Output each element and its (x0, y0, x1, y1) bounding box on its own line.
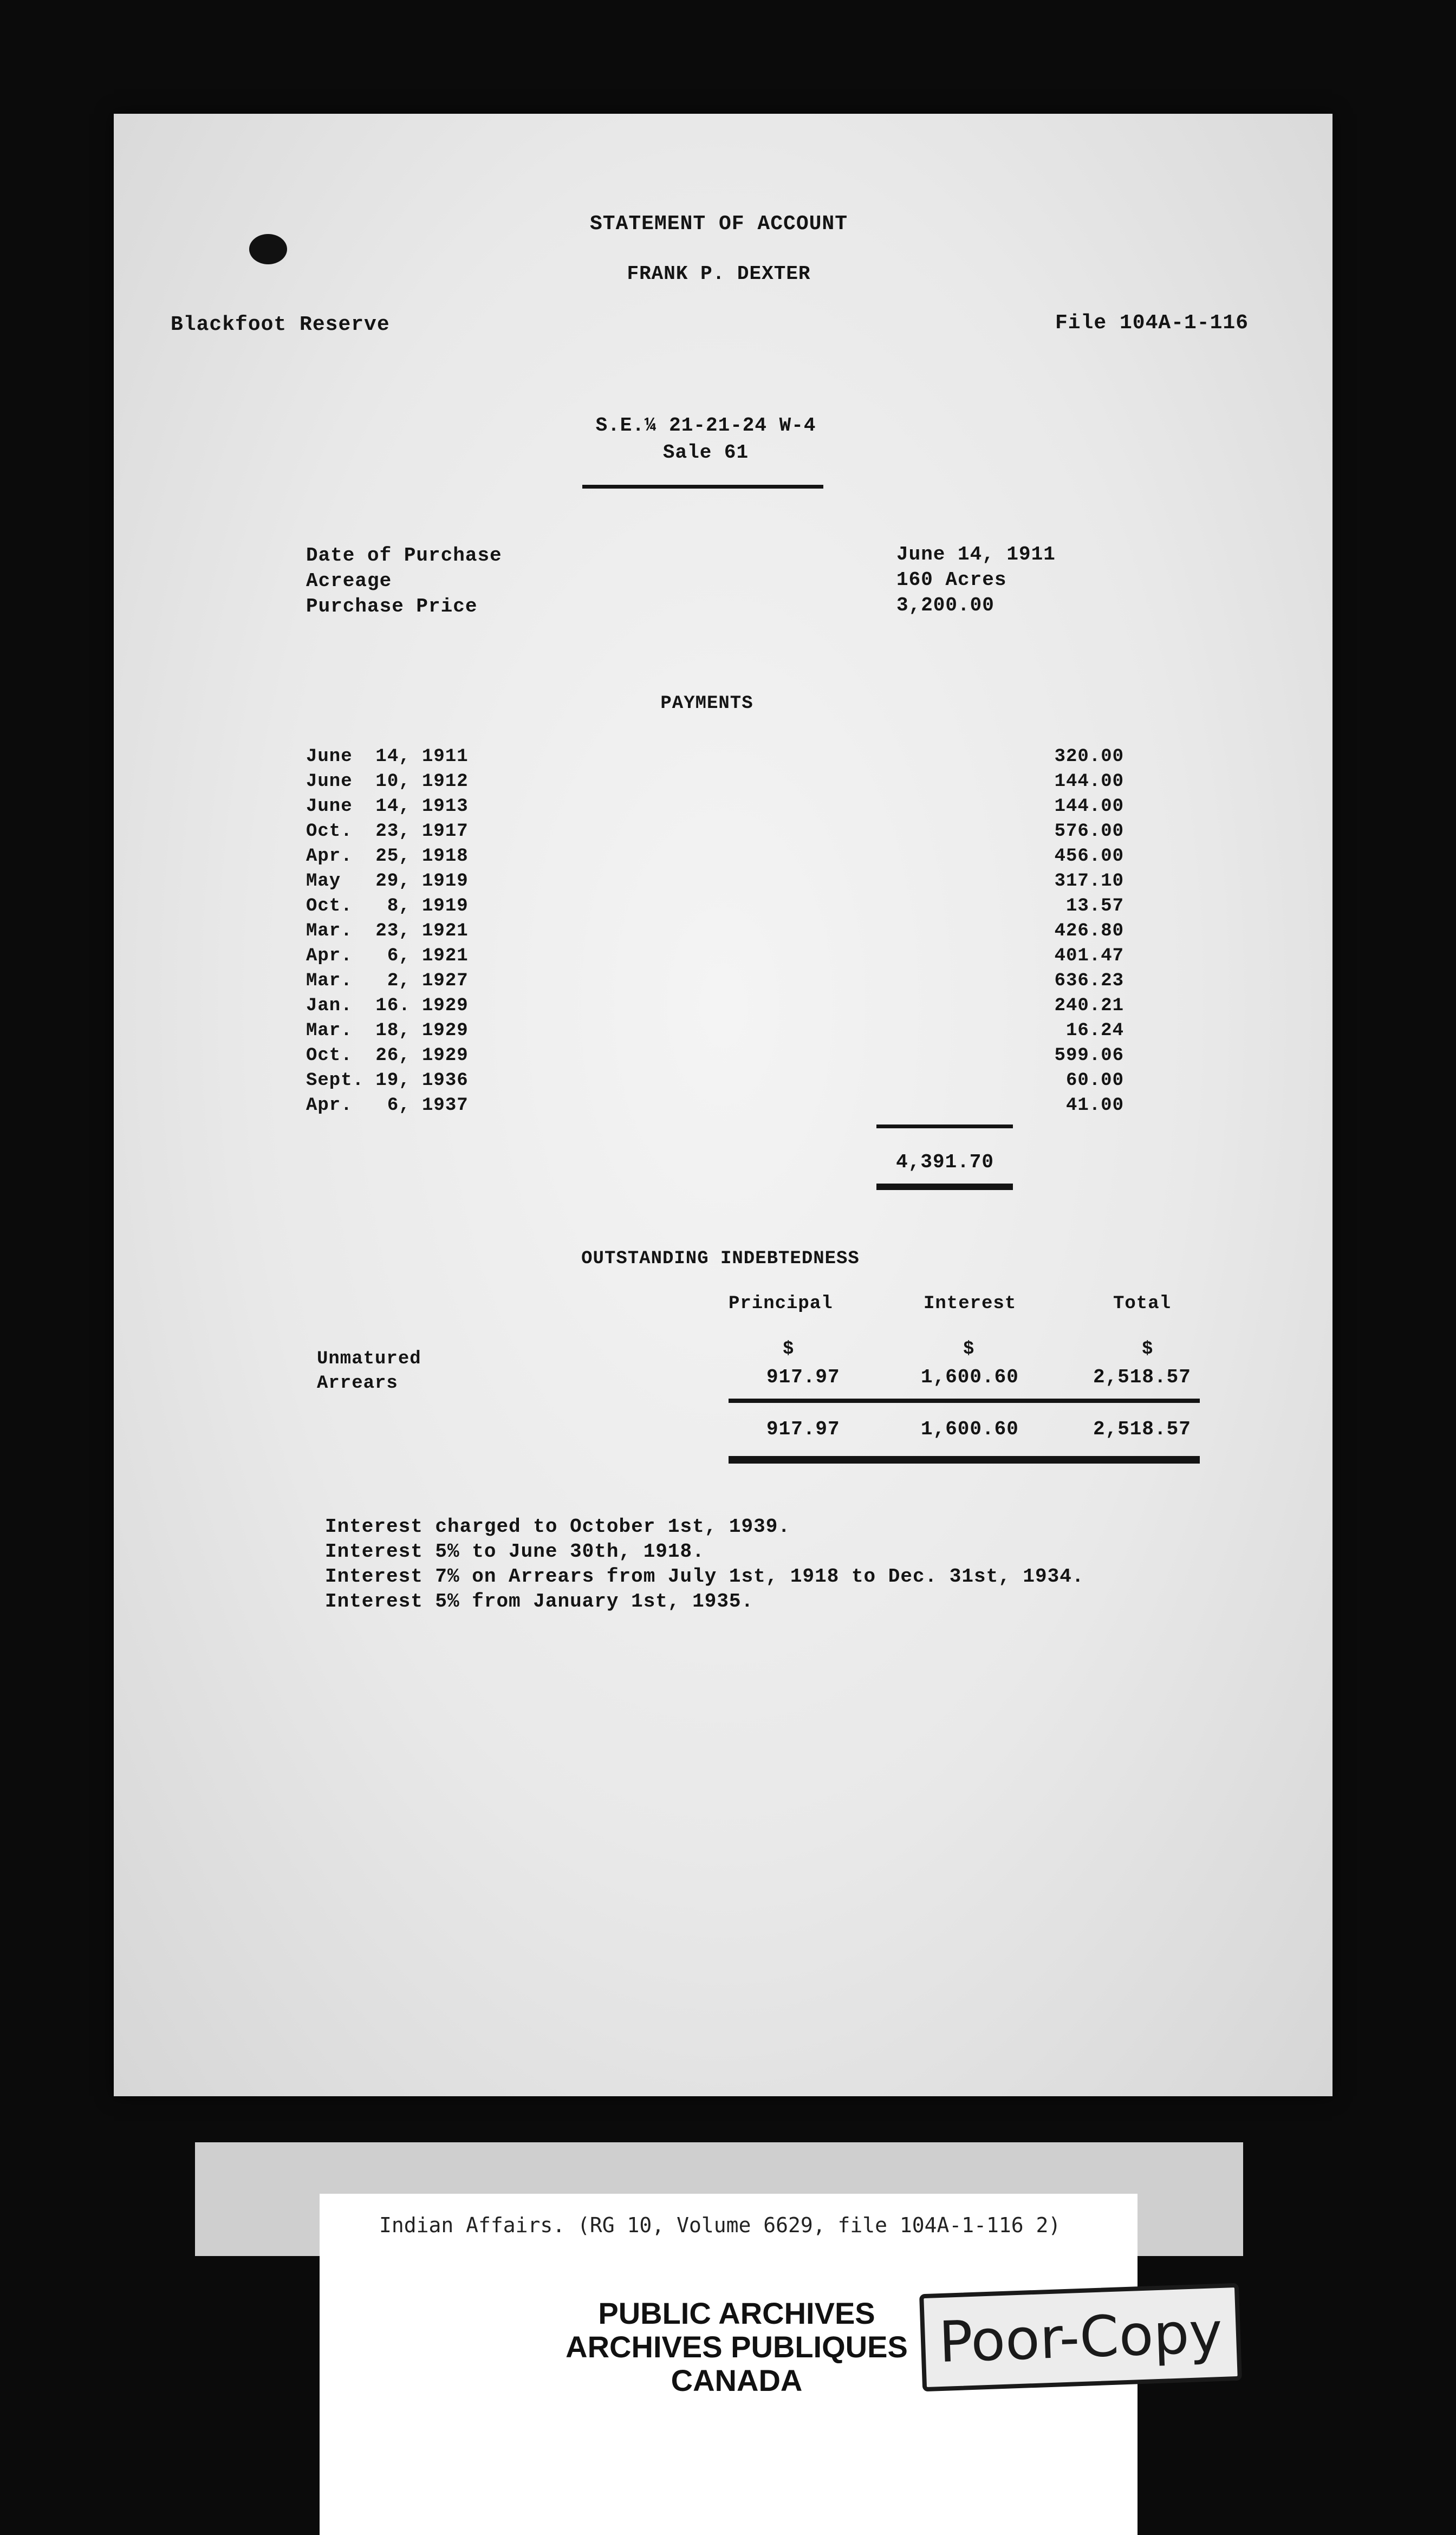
payment-date: Apr. 6, 1921 (306, 946, 469, 966)
purchase-price-label: Purchase Price (306, 595, 478, 618)
archive-citation: Indian Affairs. (RG 10, Volume 6629, file 104A-1-116 2) (320, 2199, 1089, 2251)
ink-blot (249, 234, 287, 264)
acreage-value: 160 Acres (896, 569, 1007, 591)
payment-row (114, 1095, 1332, 1120)
payment-amount: 240.21 (1054, 996, 1124, 1016)
payment-row (114, 946, 1332, 971)
total-header: Total (1113, 1294, 1172, 1314)
unmatured-label: Unmatured (317, 1349, 421, 1369)
payment-amount: 41.00 (1065, 1095, 1124, 1116)
principal-arrears-value: 917.97 (766, 1366, 840, 1388)
total-arrears-value: 2,518.57 (1093, 1366, 1191, 1388)
principal-dollar-sign: $ (783, 1339, 795, 1360)
interest-note: Interest 5% from January 1st, 1935. (325, 1590, 754, 1613)
total-dollar-sign: $ (1142, 1339, 1154, 1360)
total-sum-value: 2,518.57 (1093, 1418, 1191, 1440)
archives-logo-text (531, 2297, 942, 2397)
payment-row (114, 1045, 1332, 1070)
purchase-date-value: June 14, 1911 (896, 543, 1056, 566)
account-holder-name: FRANK P. DEXTER (627, 263, 811, 285)
indebtedness-total-double-rule (729, 1456, 1200, 1464)
interest-note: Interest 7% on Arrears from July 1st, 1918 to Dec. 31st, 1934. (325, 1565, 1084, 1588)
statement-title: STATEMENT OF ACCOUNT (589, 212, 848, 236)
archives-french: ARCHIVES PUBLIQUES (566, 2330, 908, 2364)
payment-row (114, 971, 1332, 996)
payment-date: Oct. 23, 1917 (306, 821, 469, 842)
purchase-date-label: Date of Purchase (306, 544, 502, 567)
payment-date: June 14, 1911 (306, 746, 469, 767)
payment-row (114, 896, 1332, 921)
payment-amount: 401.47 (1054, 946, 1124, 966)
payment-date: Apr. 6, 1937 (306, 1095, 469, 1116)
payment-row (114, 996, 1332, 1020)
payment-row (114, 771, 1332, 796)
payment-row (114, 746, 1332, 771)
payments-heading: PAYMENTS (660, 693, 753, 714)
interest-header: Interest (924, 1294, 1017, 1314)
payment-row (114, 1070, 1332, 1095)
interest-dollar-sign: $ (963, 1339, 975, 1360)
land-underline (582, 485, 823, 489)
payment-amount: 320.00 (1054, 746, 1124, 767)
payments-sum-rule (876, 1124, 1013, 1128)
reserve-name: Blackfoot Reserve (171, 313, 390, 336)
payment-amount: 16.24 (1065, 1020, 1124, 1041)
sale-number: Sale 61 (662, 441, 749, 464)
payment-amount: 576.00 (1054, 821, 1124, 842)
land-description: S.E.¼ 21-21-24 W-4 (595, 414, 816, 437)
interest-arrears-value: 1,600.60 (921, 1366, 1019, 1388)
payments-total-double-rule (876, 1184, 1013, 1190)
file-number: File 104A-1-116 (1055, 311, 1249, 335)
payment-row (114, 871, 1332, 896)
interest-note: Interest charged to October 1st, 1939. (325, 1516, 790, 1538)
payment-amount: 636.23 (1054, 971, 1124, 991)
indebtedness-heading: OUTSTANDING INDEBTEDNESS (581, 1249, 860, 1269)
interest-sum-value: 1,600.60 (921, 1418, 1019, 1440)
archives-english: PUBLIC ARCHIVES (598, 2296, 875, 2330)
payment-amount: 599.06 (1054, 1045, 1124, 1066)
payment-date: Mar. 18, 1929 (306, 1020, 469, 1041)
archives-country: CANADA (671, 2363, 803, 2397)
payments-total: 4,391.70 (896, 1151, 994, 1173)
payment-amount: 456.00 (1054, 846, 1124, 867)
payment-date: Sept. 19, 1936 (306, 1070, 469, 1091)
payment-row (114, 821, 1332, 846)
payment-row (114, 846, 1332, 871)
payment-amount: 60.00 (1065, 1070, 1124, 1091)
payment-date: Mar. 2, 1927 (306, 971, 469, 991)
payment-amount: 317.10 (1054, 871, 1124, 892)
payment-row (114, 1020, 1332, 1045)
purchase-price-value: 3,200.00 (896, 594, 994, 616)
principal-header: Principal (729, 1294, 833, 1314)
payment-date: Apr. 25, 1918 (306, 846, 469, 867)
payment-row (114, 921, 1332, 946)
indebtedness-sum-rule (729, 1399, 1200, 1403)
document-page (114, 114, 1332, 2096)
payment-row (114, 796, 1332, 821)
acreage-label: Acreage (306, 570, 392, 592)
interest-note: Interest 5% to June 30th, 1918. (325, 1540, 705, 1563)
poor-copy-stamp: Poor-Copy (919, 2283, 1242, 2391)
payment-amount: 144.00 (1054, 796, 1124, 817)
arrears-label: Arrears (317, 1373, 398, 1394)
payment-date: Oct. 26, 1929 (306, 1045, 469, 1066)
payment-amount: 144.00 (1054, 771, 1124, 792)
payment-amount: 426.80 (1054, 921, 1124, 941)
payment-date: May 29, 1919 (306, 871, 469, 892)
payment-date: Oct. 8, 1919 (306, 896, 469, 916)
payment-date: Mar. 23, 1921 (306, 921, 469, 941)
payment-date: Jan. 16. 1929 (306, 996, 469, 1016)
principal-sum-value: 917.97 (766, 1418, 840, 1440)
payment-amount: 13.57 (1065, 896, 1124, 916)
payment-date: June 14, 1913 (306, 796, 469, 817)
payment-date: June 10, 1912 (306, 771, 469, 792)
